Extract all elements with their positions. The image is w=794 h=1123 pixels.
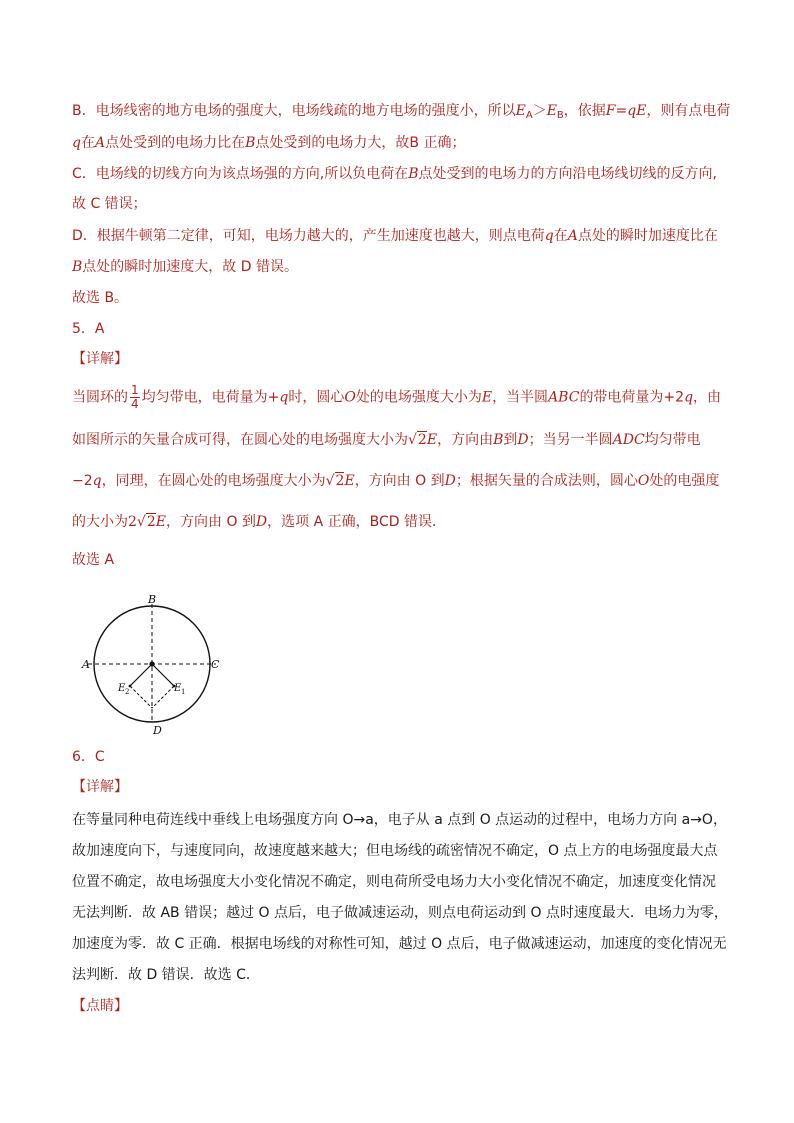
label-d: D — [153, 724, 162, 737]
center-point-o — [149, 661, 154, 666]
two-sqrt2-expression: 2√2E — [128, 514, 166, 530]
circle-field-diagram — [78, 590, 238, 738]
option-d-line1: D．根据牛顿第二定律，可知，电场力越大的，产生加速度也越大，则点电荷q在A点处的瞬时加速度比在 — [72, 228, 718, 244]
question-5-number: 5．A — [72, 321, 105, 337]
e1-parallel-dashed — [130, 686, 152, 708]
detail-heading-6: 【详解】 — [72, 779, 128, 795]
option-b-line2: q在A点处受到的电场力比在B点处受到的电场力大，故B 正确； — [72, 135, 466, 151]
q5-line4: 的大小为2√2E，方向由 O 到D，选项 A 正确，BCD 错误． — [72, 514, 446, 530]
e1-vector — [152, 664, 174, 686]
label-e1-sub: 1 — [181, 688, 186, 696]
e2-parallel-dashed — [152, 686, 174, 708]
option-d-line2: B点处的瞬时加速度大，故 D 错误。 — [72, 259, 298, 275]
question-6-number: 6．C — [72, 749, 105, 765]
label-e1: E — [174, 683, 182, 694]
q6-line: 法判断．故 D 错误．故选 C． — [72, 967, 260, 983]
option-b-line1: B．电场线密的地方电场的强度大，电场线疏的地方电场的强度小，所以$E_A>E_B$，依据F=qE，则有点电荷 — [72, 103, 731, 121]
sqrt2-expression: √2E — [408, 432, 438, 448]
one-quarter-fraction: $\frac{1}{4}$ — [131, 383, 139, 411]
e2-vector — [130, 664, 152, 686]
q6-line: 故加速度向下，与速度同向，故速度越来越大；但电场线的疏密情况不确定，O 点上方的电场强度最大点 — [72, 843, 718, 859]
option-c-line2: 故 C 错误； — [72, 196, 147, 212]
sqrt2-expression: √2E — [325, 473, 355, 489]
q6-line: 在等量同种电荷连线中垂线上电场强度方向 O→a，电子从 a 点到 O 点运动的过程中，电场力方向 a→O， — [72, 812, 727, 828]
label-e2: E — [118, 683, 126, 694]
q6-line: 位置不确定，故电场强度大小变化情况不确定，则电荷所受电场力大小变化情况不确定，加速度变化情况 — [72, 874, 716, 890]
label-b: B — [148, 593, 157, 606]
answer-choice-4: 故选 B。 — [72, 290, 129, 306]
tip-heading-6: 【点睛】 — [72, 998, 128, 1014]
q6-line: 加速度为零．故 C 正确．根据电场线的对称性可知，越过 O 点后，电子做减速运动，加速度的变化情况无 — [72, 936, 727, 952]
answer-choice-5: 故选 A — [72, 552, 115, 568]
q5-line2: 如图所示的矢量合成可得，在圆心处的电场强度大小为√2E，方向由B到D；当另一半圆ADC均匀带电 — [72, 432, 701, 448]
label-e2-sub: 2 — [125, 688, 130, 696]
q5-line1: 当圆环的 $\frac{1}{4}$ 均匀带电，电荷量为+q时，圆心O处的电场强度大小为E，当半圆ABC的带电荷量为+2q，由 — [72, 383, 722, 411]
e2-end-point — [129, 685, 132, 688]
label-c: C — [211, 658, 220, 671]
detail-heading-5: 【详解】 — [72, 351, 128, 367]
q5-line3: −2q，同理，在圆心处的电场强度大小为√2E，方向由 O 到D；根据矢量的合成法则，圆心O处的电强度 — [72, 473, 720, 489]
option-c-line1: C．电场线的切线方向为该点场强的方向,所以负电荷在B点处受到的电场力的方向沿电场线切线的反方向, — [72, 166, 717, 182]
label-a: A — [82, 658, 90, 671]
q6-line: 无法判断．故 AB 错误；越过 O 点后，电子做减速运动，则点电荷运动到 O 点时速度最大．电场力为零， — [72, 905, 728, 921]
